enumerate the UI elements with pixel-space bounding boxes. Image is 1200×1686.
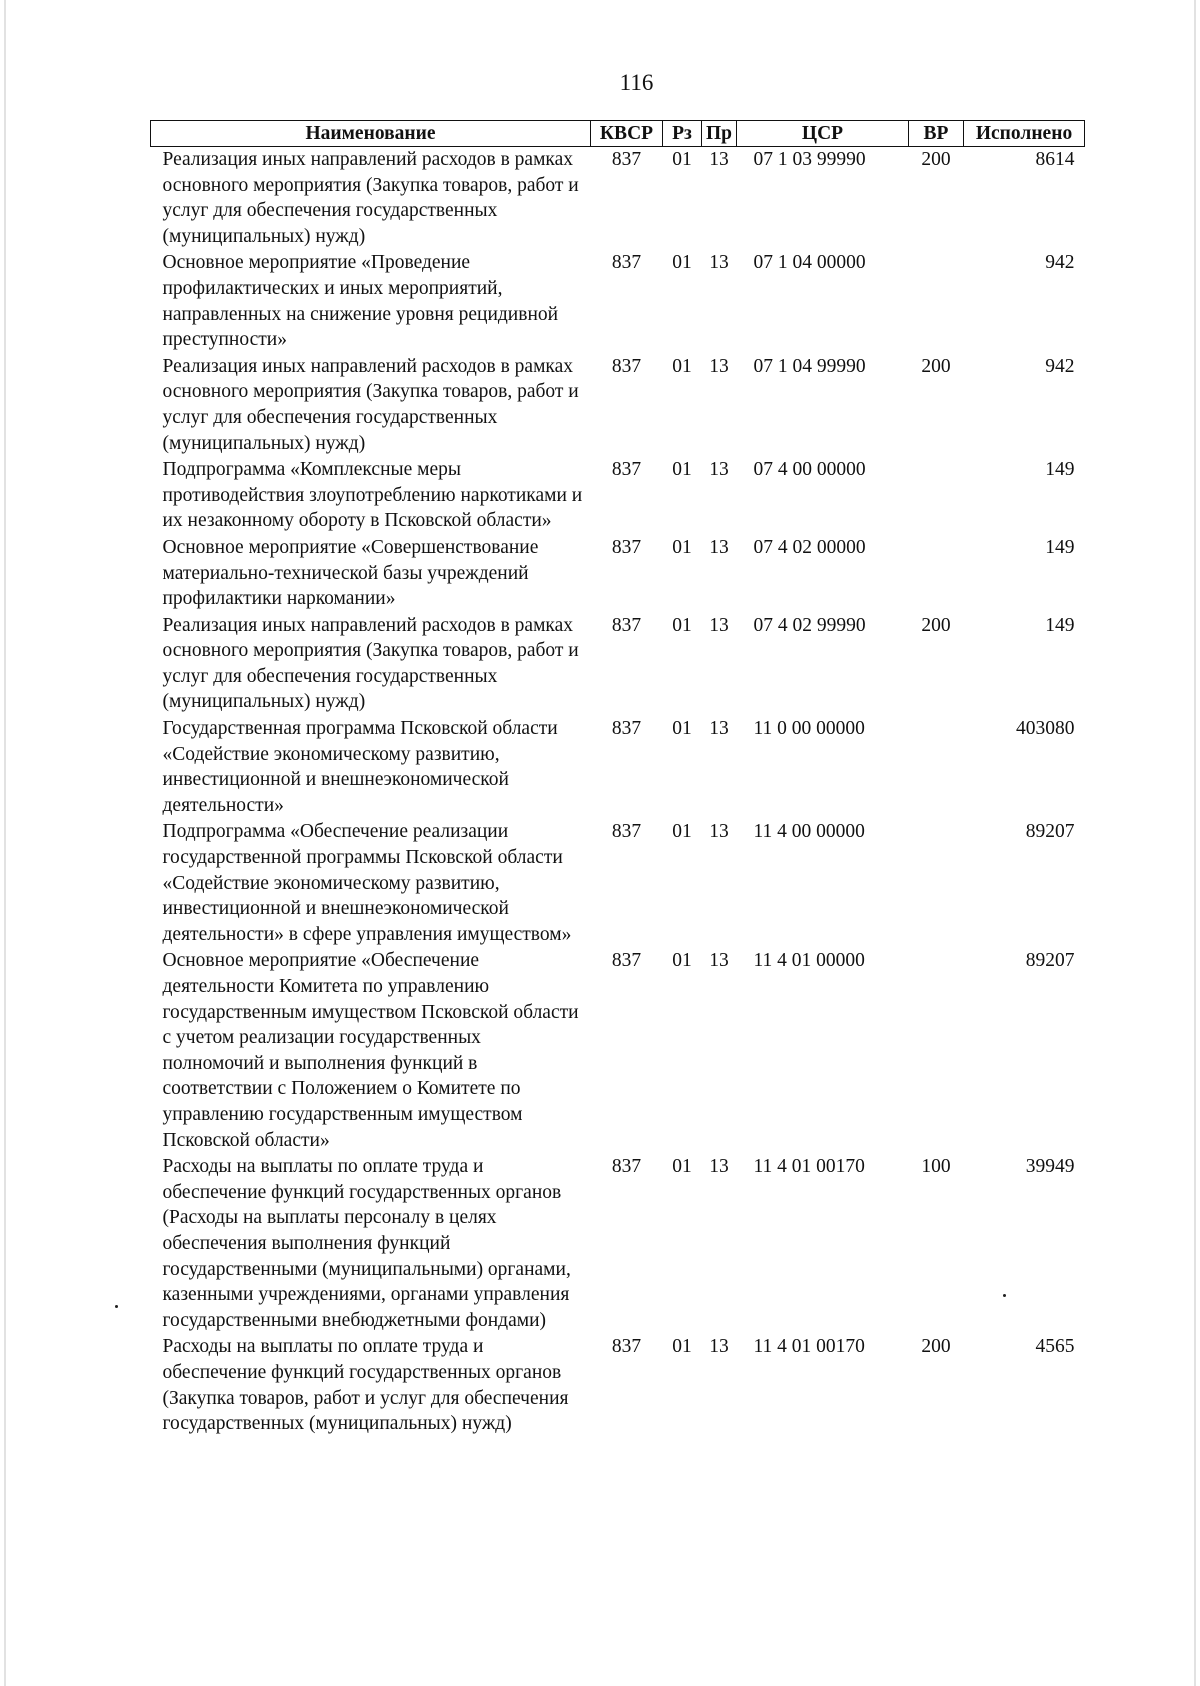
table-row xyxy=(151,819,1085,948)
cell-pr: 13 xyxy=(709,718,729,740)
cell-pr: 13 xyxy=(709,536,729,558)
cell-kvsr: 837 xyxy=(611,821,642,843)
table-body xyxy=(151,147,1085,1438)
cell-kvsr: 837 xyxy=(611,1336,642,1358)
page-number: 116 xyxy=(619,70,654,95)
cell-done: 942 xyxy=(1045,252,1075,274)
table-row xyxy=(151,948,1085,1154)
cell-done: 89207 xyxy=(1025,821,1075,843)
cell-rz: 01 xyxy=(672,718,692,740)
cell-name: Основное мероприятие «Обеспечение деятельности Комитета по управлению государственным имуществом Псковской области с учетом реализации государственных полномочий и выполнения функций в соответствии с Положением о Комитете по управлению государственным имуществом Псковской области» xyxy=(162,950,579,1151)
cell-vr xyxy=(909,819,964,948)
cell-name: Подпрограмма «Комплексные меры противодействия злоупотреблению наркотиками и их незаконному обороту в Псковской области» xyxy=(162,459,583,532)
table-row xyxy=(151,250,1085,353)
cell-rz: 01 xyxy=(672,459,692,481)
cell-done: 403080 xyxy=(1016,718,1075,740)
cell-kvsr: 837 xyxy=(611,459,642,481)
cell-kvsr: 837 xyxy=(611,718,642,740)
budget-table xyxy=(150,120,1085,1438)
cell-vr: 200 xyxy=(921,355,951,377)
cell-kvsr: 837 xyxy=(611,950,642,972)
cell-name: Реализация иных направлений расходов в рамках основного мероприятия (Закупка товаров, работ и услуг для обеспечения государственных (муниципальных) нужд) xyxy=(162,149,579,247)
table-header xyxy=(151,121,1085,147)
scan-edge-left xyxy=(4,0,6,1686)
cell-kvsr: 837 xyxy=(611,536,642,558)
cell-done: 39949 xyxy=(1025,1156,1075,1178)
scan-edge-right xyxy=(1194,0,1196,1686)
cell-vr xyxy=(909,948,964,1154)
cell-done: 149 xyxy=(1045,536,1075,558)
cell-name: Реализация иных направлений расходов в рамках основного мероприятия (Закупка товаров, работ и услуг для обеспечения государственных (муниципальных) нужд) xyxy=(162,355,579,454)
cell-csr: 07 1 04 00000 xyxy=(753,252,866,274)
cell-name: Государственная программа Псковской области «Содействие экономическому развитию, инвестиционной и внешнеэкономической деятельности» xyxy=(162,718,558,816)
cell-pr: 13 xyxy=(709,614,729,636)
header-rz: Рз xyxy=(663,121,702,147)
cell-rz: 01 xyxy=(672,536,692,558)
table-row xyxy=(151,716,1085,819)
table-row xyxy=(151,354,1085,457)
cell-name: Основное мероприятие «Совершенствование материально-технической базы учреждений профилактики наркомании» xyxy=(162,536,539,610)
cell-name: Расходы на выплаты по оплате труда и обеспечение функций государственных органов (Расходы на выплаты персоналу в целях обеспечения выполнения функций государственными (муниципальными) органами, казенными учреждениями, органами управления государственными внебюджетными фондами) xyxy=(162,1156,571,1331)
cell-vr: 200 xyxy=(921,149,951,170)
cell-done: 89207 xyxy=(1025,950,1075,972)
cell-vr xyxy=(909,457,964,535)
cell-vr xyxy=(909,716,964,819)
cell-rz: 01 xyxy=(672,821,692,843)
cell-pr: 13 xyxy=(709,459,729,481)
table-row xyxy=(151,1334,1085,1437)
cell-vr: 200 xyxy=(921,1336,951,1358)
cell-done: 942 xyxy=(1045,355,1075,377)
cell-rz: 01 xyxy=(672,1156,692,1178)
cell-vr: 200 xyxy=(921,614,951,636)
cell-done: 149 xyxy=(1045,459,1075,481)
cell-rz: 01 xyxy=(672,614,692,636)
cell-pr: 13 xyxy=(709,252,729,274)
cell-pr: 13 xyxy=(709,1156,729,1178)
cell-rz: 01 xyxy=(672,252,692,274)
cell-name: Реализация иных направлений расходов в рамках основного мероприятия (Закупка товаров, работ и услуг для обеспечения государственных (муниципальных) нужд) xyxy=(162,614,579,713)
cell-pr: 13 xyxy=(709,149,729,170)
cell-csr: 11 4 01 00170 xyxy=(753,1156,865,1178)
cell-done: 149 xyxy=(1045,614,1075,636)
cell-csr: 11 4 00 00000 xyxy=(753,821,865,843)
header-pr: Пр xyxy=(702,121,737,147)
cell-pr: 13 xyxy=(709,821,729,843)
cell-csr: 11 4 01 00000 xyxy=(753,950,865,972)
header-kvsr: КВСР xyxy=(591,121,663,147)
cell-rz: 01 xyxy=(672,950,692,972)
cell-kvsr: 837 xyxy=(611,149,642,170)
cell-name: Расходы на выплаты по оплате труда и обеспечение функций государственных органов (Закупка товаров, работ и услуг для обеспечения государственных (муниципальных) нужд) xyxy=(162,1336,569,1435)
cell-rz: 01 xyxy=(672,355,692,377)
cell-csr: 07 4 00 00000 xyxy=(753,459,866,481)
table-row xyxy=(151,1154,1085,1334)
cell-csr: 07 4 02 00000 xyxy=(753,536,866,558)
cell-kvsr: 837 xyxy=(611,1156,642,1178)
cell-csr: 11 4 01 00170 xyxy=(753,1336,865,1358)
table-row xyxy=(151,147,1085,251)
cell-vr xyxy=(909,250,964,353)
cell-rz: 01 xyxy=(672,1336,692,1358)
cell-csr: 11 0 00 00000 xyxy=(753,718,865,740)
cell-pr: 13 xyxy=(709,950,729,972)
table-row xyxy=(151,535,1085,613)
cell-vr xyxy=(909,535,964,613)
cell-rz: 01 xyxy=(672,149,692,170)
cell-name: Подпрограмма «Обеспечение реализации государственной программы Псковской области «Содействие экономическому развитию, инвестиционной и внешнеэкономической деятельности» в сфере управления имуществом» xyxy=(162,821,572,945)
header-name: Наименование xyxy=(151,121,591,147)
cell-kvsr: 837 xyxy=(611,614,642,636)
header-csr: ЦСР xyxy=(737,121,909,147)
cell-csr: 07 1 03 99990 xyxy=(753,149,866,170)
cell-done: 8614 xyxy=(1035,149,1075,170)
scan-speck xyxy=(1003,1294,1006,1297)
header-vr: ВР xyxy=(909,121,964,147)
cell-done: 4565 xyxy=(1035,1336,1075,1358)
table-row xyxy=(151,457,1085,535)
cell-name: Основное мероприятие «Проведение профилактических и иных мероприятий, направленных на снижение уровня рецидивной преступности» xyxy=(162,252,559,351)
cell-kvsr: 837 xyxy=(611,355,642,377)
cell-csr: 07 1 04 99990 xyxy=(753,355,866,377)
cell-pr: 13 xyxy=(709,1336,729,1358)
header-row xyxy=(151,121,1085,147)
cell-csr: 07 4 02 99990 xyxy=(753,614,866,636)
cell-vr: 100 xyxy=(921,1156,951,1178)
scan-speck xyxy=(115,1305,118,1308)
table-row xyxy=(151,613,1085,716)
header-done: Исполнено xyxy=(964,121,1085,147)
cell-kvsr: 837 xyxy=(611,252,642,274)
cell-pr: 13 xyxy=(709,355,729,377)
